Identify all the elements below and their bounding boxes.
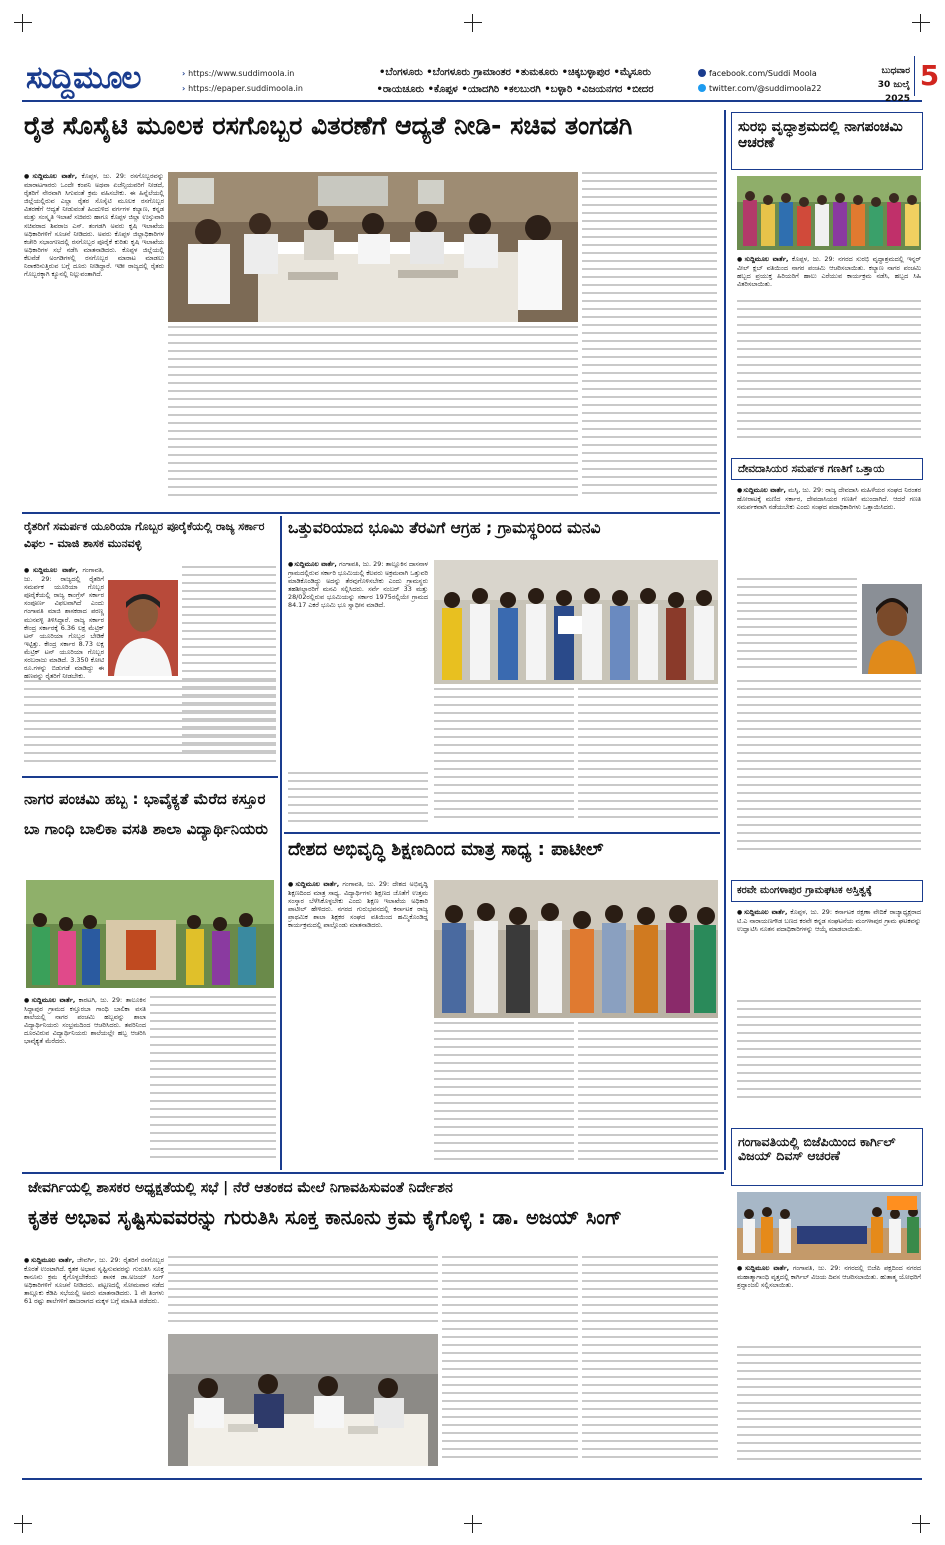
kargil-body [737,1264,921,1344]
education-body [288,880,428,1140]
page-bottom-rule [22,1478,922,1480]
jewargi-continued-text [442,1256,578,1468]
fertilizer-dateline: ಗಂಗಾವತಿ, ಜು. 29: [24,566,104,584]
district-line: •ರಾಯಚೂರು •ಕೊಪ್ಪಳ •ಯಾದಗಿರಿ •ಕಲಬುರಗಿ •ಬಳ್ಳಾರಿ •ವಿಜಯನಗರ •ಬೀದರ [376,84,654,95]
land-continued-text [578,688,718,828]
devadasi-portrait [862,584,922,674]
karave-text: ಕರ್ನಾಟಕ ರಕ್ಷಣಾ ವೇದಿಕೆ ರಾಜ್ಯಾಧ್ಯಕ್ಷರಾದ ಟಿ.ಎ ನಾರಾಯಣಗೌಡ ಬಣದ ಕರವೇ ಕನ್ನಡ ಸಂಘಟನೆಯ ಮಂಗಳಾಪುರ ಗ್ರಾಮ ಘಟಕವನ್ನು ಉದ್ಘಾಟಿಸಿ ನೂತನ ಪದಾಧಿಕಾರಿಗಳನ್ನು ಆಯ್ಕೆ ಮಾಡಲಾಯಿತು. [737,908,921,934]
devadasi-headline: ದೇವದಾಸಿಯರ ಸಮರ್ಪಕ ಗಣತಿಗೆ ಒತ್ತಾಯ [738,463,885,475]
divider [280,516,282,1170]
land-byline: ● ಸುದ್ದಿಮೂಲ ವಾರ್ತೆ, [288,560,337,568]
devadasi-byline: ● ಸುದ್ದಿಮೂಲ ವಾರ್ತೆ, [737,486,786,494]
devadasi-body [737,486,921,576]
crop-mark [464,1515,482,1533]
crop-mark [14,14,32,32]
devadasi-continued-text [737,680,921,860]
fertilizer-byline: ● ಸುದ್ದಿಮೂಲ ವಾರ್ತೆ, [24,566,78,574]
kargil-headline: ಗಂಗಾವತಿಯಲ್ಲಿ ಬಿಜೆಪಿಯಿಂದ ಕಾರ್ಗಿಲ್ ವಿಜಯ್ ದಿವಸ್ ಆಚರಣೆ [738,1134,896,1164]
masthead-urls [182,66,303,96]
social-links [698,66,821,96]
issue-date [856,64,910,106]
karave-dateline: ಕೊಪ್ಪಳ, ಜು. 29: [790,908,833,916]
education-byline: ● ಸುದ್ದಿಮೂಲ ವಾರ್ತೆ, [288,880,339,888]
karave-continued-text [737,1000,921,1110]
jewargi-text: ರೈತರಿಗೆ ರಸಗೊಬ್ಬರ ಕೊರತೆ ಉಂಟಾಗಿದೆ. ಕೃತಕ ಅಭಾವ ಸೃಷ್ಟಿಸುವವರನ್ನು ಗುರುತಿಸಿ ಸೂಕ್ತ ಕಾನೂನು ಕ್ರಮ ಕೈಗೊಳ್ಳಬೇಕೆಂದು ಶಾಸಕ ಡಾ.ಅಜಯ್ ಸಿಂಗ್ ಅಧಿಕಾರಿಗಳಿಗೆ ಸೂಚನೆ ನೀಡಿದರು. ಪಟ್ಟಣದಲ್ಲಿ ಸೋಮವಾರ ನಡೆದ ತಾಲ್ಲೂಕು ಕೆಡಿಪಿ ಸಭೆಯಲ್ಲಿ ಅವರು ಮಾತನಾಡಿದರು. 1 ನೇ ತಿಂಗಳು 61 ರಷ್ಟು ಶಾಲೆಗಳಿಗೆ ಹಾಜರಾಗದ ಮಕ್ಕಳ ಬಗ್ಗೆ ಮಾಹಿತಿ ಪಡೆದರು. [24,1256,164,1306]
devadasi-dateline: ಮಸ್ಕಿ, ಜು. 29: [788,486,824,494]
twitter-handle: twitter.com/@suddimoola22 [709,84,822,93]
nagara-continued-text [150,996,276,1166]
facebook-icon [698,69,706,77]
old-age-home-continued-text [737,300,921,450]
lead-photo [168,172,578,322]
crop-mark [912,1515,930,1533]
karave-byline: ● ಸುದ್ದಿಮೂಲ ವಾರ್ತೆ, [737,908,787,916]
devadasi-continued-text [737,578,857,678]
land-body [288,560,428,770]
lead-continued-text [168,326,578,506]
old-age-home-headline: ಸುರಭಿ ವೃದ್ಧಾಶ್ರಮದಲ್ಲಿ ನಾಗಪಂಚಮಿ ಆಚರಣೆ [738,119,903,152]
kargil-text: ನಗರದಲ್ಲಿ ಬಿಜೆಪಿ ಪಕ್ಷದಿಂದ ನಗರದ ಮಹಾತ್ಮಾಗಾಂಧಿ ವೃತ್ತದಲ್ಲಿ ಕಾರ್ಗಿಲ್ ವಿಜಯ ದಿವಸ ಆಚರಿಸಲಾಯಿತು. ಹುತಾತ್ಮ ಯೋಧರಿಗೆ ಶ್ರದ್ಧಾಂಜಲಿ ಸಲ್ಲಿಸಲಾಯಿತು. [737,1264,921,1290]
jewargi-continued-text [582,1256,718,1468]
lead-byline: ● ಸುದ್ದಿಮೂಲ ವಾರ್ತೆ, [24,172,77,180]
crop-mark [912,14,930,32]
education-text: ದೇಶದ ಅಭಿವೃದ್ಧಿ ಶಿಕ್ಷಣದಿಂದ ಮಾತ್ರ ಸಾಧ್ಯ. ವಿದ್ಯಾರ್ಥಿಗಳು ಶಿಕ್ಷಣದ ಜೊತೆಗೆ ಉತ್ತಮ ಸಂಸ್ಕಾರ ಬೆಳೆಸಿಕೊಳ್ಳಬೇಕು ಎಂದು ಶಿಕ್ಷಣ ಇಲಾಖೆಯ ಅಧಿಕಾರಿ ಪಾಟೀಲ್ ಹೇಳಿದರು. ನಗರದ ಗುರುಭವನದಲ್ಲಿ ಕರ್ನಾಟಕ ರಾಜ್ಯ ಪ್ರಾಥಮಿಕ ಶಾಲಾ ಶಿಕ್ಷಕರ ಸಂಘದ ವತಿಯಿಂದ ಹಮ್ಮಿಕೊಂಡಿದ್ದ ಕಾರ್ಯಕ್ರಮದಲ್ಲಿ ಪಾಲ್ಗೊಂಡು ಮಾತನಾಡಿದರು. [288,880,428,930]
fertilizer-text: ರಾಜ್ಯದಲ್ಲಿ ರೈತರಿಗೆ ಸಮರ್ಪಕ ಯೂರಿಯಾ ಗೊಬ್ಬರ ಪೂರೈಕೆಯಲ್ಲಿ ರಾಜ್ಯ ಕಾಂಗ್ರೆಸ್ ಸರ್ಕಾರ ಸಂಪೂರ್ಣ ವಿಫಲವಾಗಿದೆ ಎಂದು ಗಂಗಾವತಿ ಮಾಜಿ ಶಾಸಕರಾದ ಪರಣ್ಣ ಮುನವಳ್ಳಿ ತಿಳಿಸಿದ್ದಾರೆ. ರಾಜ್ಯ ಸರ್ಕಾರ ಕೇಂದ್ರ ಸರ್ಕಾರಕ್ಕೆ 6.36 ಲಕ್ಷ ಮೆಟ್ರಿಕ್ ಟನ್ ಯೂರಿಯಾ ಗೊಬ್ಬರ ಬೇಡಿಕೆ ಇಟ್ಟಿತ್ತು. ಕೇಂದ್ರ ಸರ್ಕಾರ 8.73 ಲಕ್ಷ ಮೆಟ್ರಿಕ್ ಟನ್ ಯೂರಿಯಾ ಗೊಬ್ಬರ ಸರಬರಾಜು ಮಾಡಿದೆ. 3.350 ಕೋಟಿ ರೂ.ಗಳನ್ನು ಬಿಡುಗಡೆ ಮಾಡಿದ್ದು ಈ ಹಣವನ್ನು ರೈತರಿಗೆ ನೀಡಬೇಕು. [24,575,104,681]
karave-body [737,908,921,998]
education-photo [434,880,718,1018]
issue-day: ಬುಧವಾರ [881,66,910,76]
jewargi-body [24,1256,164,1466]
lead-dateline: ಕೊಪ್ಪಳ, ಜು. 29: [81,172,127,180]
lead-continued-text [582,172,717,506]
page-number: 5 [914,56,944,96]
jewargi-byline: ● ಸುದ್ದಿಮೂಲ ವಾರ್ತೆ, [24,1256,74,1264]
old-age-home-photo [737,176,921,250]
kargil-byline: ● ಸುದ್ದಿಮೂಲ ವಾರ್ತೆ, [737,1264,789,1272]
land-dateline: ಗಂಗಾವತಿ, ಜು. 29: [339,560,384,568]
divider [22,512,720,514]
nagara-byline: ● ಸುದ್ದಿಮೂಲ ವಾರ್ತೆ, [24,996,75,1004]
kargil-photo [737,1192,921,1260]
twitter-link[interactable] [698,81,821,96]
lead-body [24,172,164,507]
lead-headline: ರೈತ ಸೊಸೈಟಿ ಮೂಲಕ ರಸಗೊಬ್ಬರ ವಿತರಣೆಗೆ ಆದ್ಯತೆ ನೀಡಿ- ಸಚಿವ ತಂಗಡಗಿ [24,111,633,140]
jewargi-kicker: ಜೇವರ್ಗಿಯಲ್ಲಿ ಶಾಸಕರ ಅಧ್ಯಕ್ಷತೆಯಲ್ಲಿ ಸಭೆ | ನೆರೆ ಆತಂಕದ ಮೇಲೆ ನಿಗಾವಹಿಸುವಂತೆ ನಿರ್ದೇಶನ [28,1180,453,1196]
divider [724,110,726,1170]
old-age-home-headline-box [731,112,923,170]
old-age-home-text: ನಗರದ ಸುರಭಿ ವೃದ್ಧಾಶ್ರಮದಲ್ಲಿ ಇನ್ನರ್ ವೀಲ್ ಕ್ಲಬ್ ವತಿಯಿಂದ ನಾಗರ ಪಂಚಮಿ ಆಚರಿಸಲಾಯಿತು. ಕಲ್ಯಾಣ ನಾಗರ ಪಂಚಮಿ ಹಬ್ಬದ ಪ್ರಯುಕ್ತ ಹಿರಿಯರಿಗೆ ಹಾಲು ಎರೆಯುವ ಕಾರ್ಯಕ್ರಮ ನಡೆಸಿ, ಹಬ್ಬದ ಸಿಹಿ ವಿತರಿಸಲಾಯಿತು. [737,255,921,289]
devadasi-text: ರಾಜ್ಯ ದೇವದಾಸಿ ಮಹಿಳೆಯರ ಸಂಘದ ನಿರಂತರ ಹೋರಾಟಕ್ಕೆ ಮಣಿದ ಸರ್ಕಾರ, ದೇವದಾಸಿಯರ ಗಣತಿಗೆ ಮುಂದಾಗಿದೆ. ಆದರೆ ಗಣತಿ ಸಮರ್ಪಕವಾಗಿ ನಡೆಯಬೇಕು ಎಂದು ಸಂಘದ ಪದಾಧಿಕಾರಿಗಳು ಒತ್ತಾಯಿಸಿದರು. [737,486,921,512]
education-dateline: ಗಂಗಾವತಿ, ಜು. 29: [342,880,390,888]
education-continued-text [434,1022,574,1168]
lead-text: ರಸಗೊಬ್ಬರವನ್ನು ಮಾರಾಟಗಾರರು ಒಂದೇ ಕಂಪನಿ ಅಥವಾ ಏಜೆನ್ಸಿಯವರಿಗೆ ನೀಡದೆ, ರೈತರಿಗೆ ನೇರವಾಗಿ ಸಿಗುವಂತೆ ಕ್ರಮ ವಹಿಸಬೇಕು. ಈ ಹಿನ್ನೆಲೆಯಲ್ಲಿ ಜಿಲ್ಲೆಯಲ್ಲಿರುವ ಎಲ್ಲಾ ರೈತರ ಸೊಸೈಟಿ ಮೂಲಕ ರಸಗೊಬ್ಬರ ವಿತರಣೆಗೆ ಆದ್ಯತೆ ನೀಡುವಂತೆ ಹಿಂದುಳಿದ ವರ್ಗಗಳ ಕಲ್ಯಾಣ, ಕನ್ನಡ ಮತ್ತು ಸಂಸ್ಕೃತಿ ಇಲಾಖೆ ಸಚಿವರು ಹಾಗೂ ಕೊಪ್ಪಳ ಜಿಲ್ಲಾ ಉಸ್ತುವಾರಿ ಸಚಿವರಾದ ಶಿವರಾಜ ಎಸ್. ತಂಗಡಗಿ ಅವರು ಕೃಷಿ ಇಲಾಖೆಯ ಅಧಿಕಾರಿಗಳಿಗೆ ಸೂಚನೆ ನೀಡಿದರು. ಅವರು ಕೊಪ್ಪಳ ಜಿಲ್ಲಾಧಿಕಾರಿಗಳ ಕಚೇರಿ ಸಭಾಂಗಣದಲ್ಲಿ ರಸಗೊಬ್ಬರ ಪೂರೈಕೆ ಕುರಿತು ಕೃಷಿ ಇಲಾಖೆಯ ಅಧಿಕಾರಿಗಳ ಸಭೆ ನಡೆಸಿ ಮಾತನಾಡಿದರು. ಕೊಪ್ಪಳ ಜಿಲ್ಲೆಯಲ್ಲಿ ಕೆಲವೆಡೆ ಅಂಗಡಿಗಳಲ್ಲಿ ರಸಗೊಬ್ಬರ ಮಾರಾಟ ಮಾಡಲು ನಿರಾಕರಿಸುತ್ತಿರುವ ಬಗ್ಗೆ ದೂರು ನೀಡಿದ್ದಾರೆ. ಇಡೀ ರಾಜ್ಯದಲ್ಲಿ ರೈತರು ಗೊಬ್ಬರಕ್ಕಾಗಿ ಕ್ಯೂನಲ್ಲಿ ನಿಲ್ಲುವಂತಾಗಿದೆ. [24,172,164,279]
land-photo [434,560,718,684]
district-line: •ಬೆಂಗಳೂರು •ಬೆಂಗಳೂರು ಗ್ರಾಮಾಂತರ •ತುಮಕೂರು •ಚಿಕ್ಕಬಳ್ಳಾಪುರ •ಮೈಸೂರು [379,67,651,78]
nagara-dateline: ಕಾರಟಗಿ, ಜು. 29: [78,996,123,1004]
crop-mark [464,14,482,32]
facebook-link[interactable] [698,66,821,81]
kargil-continued-text [737,1346,921,1466]
nagara-headline: ನಾಗರ ಪಂಚಮಿ ಹಬ್ಬ : ಭಾವೈಕ್ಯತೆ ಮೆರೆದ ಕಸ್ತೂರ ಬಾ ಗಾಂಧಿ ಬಾಲಿಕಾ ವಸತಿ ಶಾಲಾ ವಿದ್ಯಾರ್ಥಿನಿಯರು [24,790,268,838]
fertilizer-portrait [108,580,178,676]
devadasi-headline-box [731,458,923,480]
karave-headline: ಕರವೇ ಮಂಗಳಾಪುರ ಗ್ರಾಮಘಟಕ ಅಸ್ತಿತ್ವಕ್ಕೆ [737,885,872,896]
jewargi-continued-text [168,1256,438,1332]
jewargi-photo [168,1334,438,1466]
divider [22,1172,724,1174]
land-text: ತಾಲ್ಲೂಕಿನ ದಾಸನಾಳ ಗ್ರಾಮದಲ್ಲಿರುವ ಸರ್ಕಾರಿ ಭೂಮಿಯಲ್ಲಿ ಕೆಲವರು ಅಕ್ರಮವಾಗಿ ಒತ್ತುವರಿ ಮಾಡಿಕೊಂಡಿದ್ದು ಅದನ್ನು ತೆರವುಗೊಳಿಸಬೇಕು ಎಂದು ಗ್ರಾಮಸ್ಥರು ತಹಶೀಲ್ದಾರರಿಗೆ ಮನವಿ ಸಲ್ಲಿಸಿದರು. ಸರ್ವೆ ನಂಬರ್ 33 ಮತ್ತು 28/02ರಲ್ಲಿರುವ ಭೂಮಿಯನ್ನು ಸರ್ಕಾರ 1975ರಲ್ಲಿಯೇ ಗ್ರಾಮದ 84.17 ಎಕರೆ ಭೂಮಿ ಭೂ ಸ್ವಾಧೀನ ಮಾಡಿದೆ. [288,560,428,610]
masthead [22,58,940,104]
divider [284,832,720,834]
kargil-headline-box [731,1128,923,1186]
facebook-handle: facebook.com/Suddi Moola [709,69,817,78]
old-age-home-dateline: ಕೊಪ್ಪಳ, ಜು. 29: [791,255,835,263]
divider [22,776,278,778]
issue-date-text: 30 ಜುಲೈ 2025 [877,80,910,104]
land-continued-text [288,772,428,828]
old-age-home-byline: ● ಸುದ್ದಿಮೂಲ ವಾರ್ತೆ, [737,255,788,263]
nagara-body [24,996,146,1166]
jewargi-dateline: ಜೇವರ್ಗಿ, ಜು. 29: [77,1256,121,1264]
land-continued-text [434,688,574,828]
nagara-photo [26,880,274,988]
masthead-logo: ಸುದ್ದಿಮೂಲ [26,60,141,96]
website-link[interactable]: › https://www.suddimoola.in [182,66,303,81]
fertilizer-continued-text [24,680,276,770]
nagara-text: ತಾಲೂಕಿನ ಸಿದ್ದಾಪುರ ಗ್ರಾಮದ ಕಸ್ತೂರಬಾ ಗಾಂಧಿ ಬಾಲಿಕಾ ವಸತಿ ಶಾಲೆಯಲ್ಲಿ ನಾಗರ ಪಂಚಮಿ ಹಬ್ಬವನ್ನು ಶಾಲಾ ವಿದ್ಯಾರ್ಥಿನಿಯರು ಸಂಭ್ರಮದಿಂದ ಆಚರಿಸಿದರು. ತವರಿನಿಂದ ದೂರವಿರುವ ವಿದ್ಯಾರ್ಥಿನಿಯರು ಶಾಲೆಯಲ್ಲೇ ಹಬ್ಬ ಆಚರಿಸಿ ಭಾವೈಕ್ಯತೆ ಮೆರೆದರು. [24,996,146,1046]
twitter-icon [698,84,706,92]
land-headline: ಒತ್ತುವರಿಯಾದ ಭೂಮಿ ತೆರವಿಗೆ ಆಗ್ರಹ ; ಗ್ರಾಮಸ್ಥರಿಂದ ಮನವಿ [288,519,601,537]
jewargi-headline: ಕೃತಕ ಅಭಾವ ಸೃಷ್ಟಿಸುವವರನ್ನು ಗುರುತಿಸಿ ಸೂಕ್ತ ಕಾನೂನು ಕ್ರಮ ಕೈಗೊಳ್ಳಿ : ಡಾ. ಅಜಯ್ ಸಿಂಗ್ [28,1206,622,1229]
education-headline: ದೇಶದ ಅಭಿವೃದ್ಧಿ ಶಿಕ್ಷಣದಿಂದ ಮಾತ್ರ ಸಾಧ್ಯ : ಪಾಟೀಲ್ [288,839,604,860]
kargil-dateline: ಗಂಗಾವತಿ, ಜು. 29: [792,1264,841,1272]
crop-mark [14,1515,32,1533]
fertilizer-headline: ರೈತರಿಗೆ ಸಮರ್ಪಕ ಯೂರಿಯಾ ಗೊಬ್ಬರ ಪೂರೈಕೆಯಲ್ಲಿ ರಾಜ್ಯ ಸರ್ಕಾರ ವಿಫಲ - ಮಾಜಿ ಶಾಸಕ ಮುನವಳ್ಳಿ [24,520,265,550]
education-continued-text [578,1022,718,1168]
karave-headline-box [731,880,923,902]
district-list [340,64,690,98]
epaper-link[interactable]: › https://epaper.suddimoola.in [182,81,303,96]
